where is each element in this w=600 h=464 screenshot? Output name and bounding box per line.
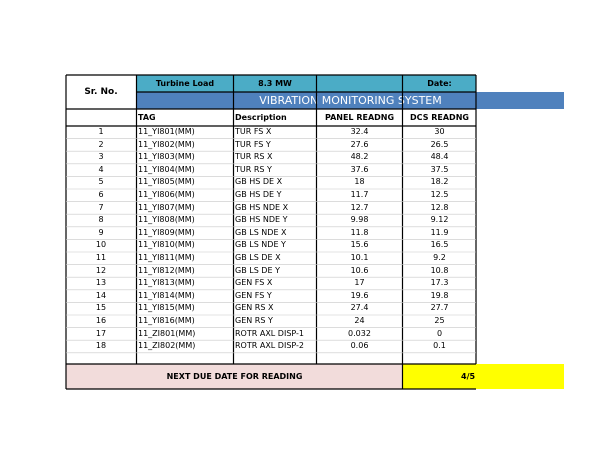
row-panel-reading: 0.06: [350, 341, 369, 351]
date-label: Date:: [403, 75, 476, 92]
row-number: 15: [95, 303, 107, 313]
row-tag: 11_YI809(MM): [138, 227, 195, 237]
row-dcs-reading: 16.5: [430, 240, 449, 250]
column-header-description: Description: [235, 113, 287, 122]
row-description: GEN FS Y: [235, 290, 272, 300]
row-dcs-reading: 18.2: [430, 177, 449, 187]
row-panel-reading: 18: [354, 177, 365, 187]
row-dcs-reading: 17.3: [430, 278, 449, 288]
row-number: 3: [98, 152, 104, 162]
row-panel-reading: 11.7: [350, 190, 369, 199]
row-number: 8: [98, 215, 104, 225]
row-description: GB LS DE Y: [235, 265, 280, 275]
row-panel-reading: 37.6: [350, 164, 369, 174]
row-panel-reading: 19.6: [350, 290, 369, 300]
row-description: GEN FS X: [235, 278, 273, 288]
row-description: GEN RS Y: [235, 316, 273, 325]
row-number: 2: [98, 139, 104, 149]
row-panel-reading: 0.032: [348, 328, 371, 338]
row-description: ROTR AXL DISP-1: [235, 328, 305, 338]
row-description: GB LS DE X: [235, 253, 281, 262]
row-description: GB HS NDE Y: [235, 215, 288, 225]
row-tag: 11_YI808(MM): [138, 215, 195, 225]
next-due-date: 4/5: [461, 372, 476, 381]
row-description: TUR RS X: [235, 152, 273, 162]
column-header-tag: TAG: [138, 113, 156, 122]
row-number: 11: [95, 253, 107, 262]
row-tag: 11_YI810(MM): [138, 240, 195, 250]
row-description: TUR FS Y: [235, 139, 271, 149]
row-number: 14: [95, 290, 107, 300]
row-panel-reading: 24: [354, 316, 365, 325]
row-number: 7: [98, 202, 104, 212]
row-number: 5: [98, 177, 104, 187]
column-header-panel-reading: PANEL READNG: [324, 113, 395, 122]
row-panel-reading: 15.6: [350, 240, 369, 250]
row-panel-reading: 10.1: [350, 253, 369, 262]
row-panel-reading: 12.7: [350, 202, 369, 212]
row-description: TUR FS X: [235, 127, 272, 136]
row-number: 9: [98, 227, 104, 237]
row-tag: 11_YI812(MM): [138, 265, 195, 275]
row-description: ROTR AXL DISP-2: [235, 341, 305, 351]
row-tag: 11_YI805(MM): [138, 177, 195, 187]
row-number: 4: [98, 164, 104, 174]
column-header-dcs-reading: DCS READNG: [410, 113, 469, 122]
row-dcs-reading: 30: [434, 127, 445, 136]
row-panel-reading: 9.98: [350, 215, 369, 225]
row-dcs-reading: 0: [436, 328, 443, 338]
row-panel-reading: 27.4: [350, 303, 369, 313]
row-description: GB HS DE X: [235, 177, 283, 187]
row-dcs-reading: 12.8: [430, 202, 449, 212]
row-tag: 11_YI815(MM): [138, 303, 195, 313]
row-panel-reading: 48.2: [350, 152, 369, 162]
row-number: 12: [95, 265, 107, 275]
row-panel-reading: 27.6: [350, 139, 369, 149]
row-number: 18: [95, 341, 107, 351]
row-description: GB HS DE Y: [235, 190, 282, 199]
row-tag: 11_YI813(MM): [138, 278, 195, 288]
row-tag: 11_YI803(MM): [138, 152, 195, 162]
next-due-label: NEXT DUE DATE FOR READING: [66, 364, 403, 389]
row-number: 1: [98, 127, 104, 136]
row-description: GB LS NDE Y: [235, 240, 286, 250]
row-number: 17: [95, 328, 107, 338]
row-dcs-reading: 11.9: [430, 227, 449, 237]
turbine-load-label: Turbine Load: [137, 75, 233, 92]
row-panel-reading: 32.4: [350, 127, 369, 136]
row-description: GB LS NDE X: [235, 227, 287, 237]
row-number: 6: [98, 190, 104, 199]
row-tag: 11_YI816(MM): [138, 316, 195, 325]
row-tag: 11_YI801(MM): [138, 127, 195, 136]
row-dcs-reading: 9.2: [433, 253, 446, 262]
row-dcs-reading: 26.5: [430, 139, 449, 149]
row-dcs-reading: 0.1: [433, 341, 446, 351]
row-number: 10: [95, 240, 107, 250]
row-dcs-reading: 10.8: [430, 265, 449, 275]
row-tag: 11_ZI802(MM): [138, 341, 196, 351]
row-panel-reading: 11.8: [350, 227, 369, 237]
row-tag: 11_YI806(MM): [138, 190, 195, 199]
row-tag: 11_YI814(MM): [138, 290, 195, 300]
row-panel-reading: 10.6: [350, 265, 369, 275]
sr-no-header: Sr. No.: [84, 87, 118, 97]
row-description: GB HS NDE X: [235, 202, 289, 212]
sheet-title: VIBRATION MONITORING SYSTEM: [137, 92, 564, 109]
row-tag: 11_YI802(MM): [138, 139, 195, 149]
row-panel-reading: 17: [354, 278, 365, 288]
row-tag: 11_YI807(MM): [138, 202, 195, 212]
row-description: GEN RS X: [235, 303, 274, 313]
row-tag: 11_YI804(MM): [138, 164, 195, 174]
row-number: 13: [95, 278, 107, 288]
row-dcs-reading: 19.8: [430, 290, 449, 300]
row-dcs-reading: 27.7: [430, 303, 449, 313]
turbine-load-value: 8.3 MW: [234, 75, 316, 92]
row-number: 16: [95, 316, 107, 325]
row-dcs-reading: 48.4: [430, 152, 449, 162]
row-dcs-reading: 9.12: [430, 215, 449, 225]
row-tag: 11_ZI801(MM): [138, 328, 196, 338]
row-dcs-reading: 25: [434, 316, 445, 325]
row-description: TUR RS Y: [235, 164, 272, 174]
row-tag: 11_YI811(MM): [138, 253, 195, 262]
row-dcs-reading: 37.5: [430, 164, 449, 174]
row-dcs-reading: 12.5: [430, 190, 449, 199]
